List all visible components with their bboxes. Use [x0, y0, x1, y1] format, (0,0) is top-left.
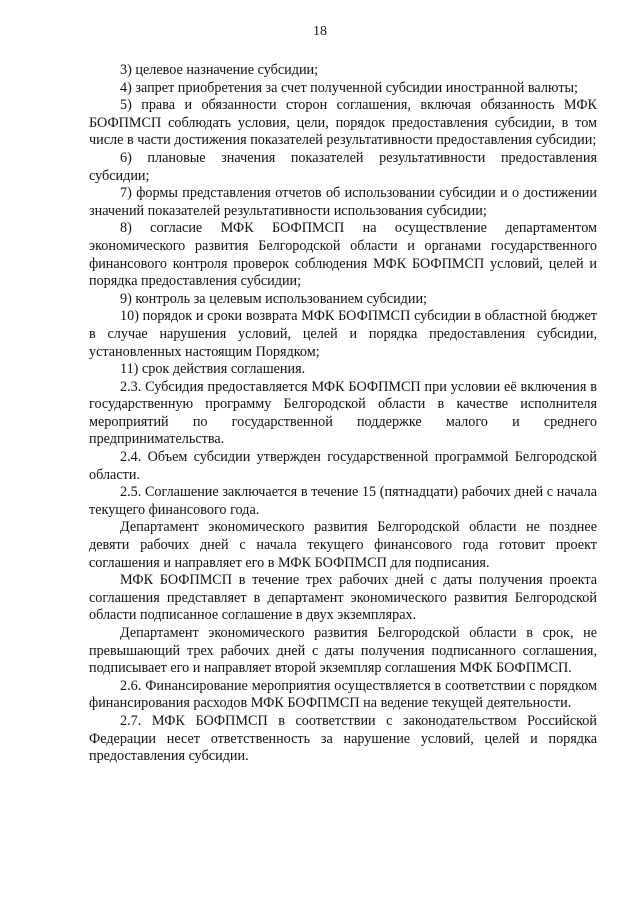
list-item-planned-values: 6) плановые значения показателей результативности предоставления субсидии; — [89, 149, 597, 184]
page-number: 18 — [313, 24, 327, 39]
clause-2-3: 2.3. Субсидия предоставляется МФК БОФПМСП при условии её включения в государственную программу Белгородской области в качестве исполнителя мероприятий по государственной поддержке малого и среднего предпринимательства. — [89, 378, 597, 448]
page-body — [89, 62, 597, 766]
list-item-rights-obligations: 5) права и обязанности сторон соглашения, включая обязанность МФК БОФПМСП соблюдать условия, цели, порядок предоставления субсидии, в том числе в части достижения показателей результативности предоставления субсидии; — [89, 97, 597, 149]
paragraph-department-return: Департамент экономического развития Белгородской области в срок, не превышающий трех рабочих дней с даты получения подписанного соглашения, подписывает его и направляет второй экземпляр соглашения МФК БОФПМСП. — [89, 625, 597, 677]
list-item-audit-consent: 8) согласие МФК БОФПМСП на осуществление департаментом экономического развития Белгородской области и органами государственного финансового контроля проверок соблюдения МФК БОФПМСП условий, целей и порядка предоставления субсидии; — [89, 220, 597, 290]
list-item-return-procedure: 10) порядок и сроки возврата МФК БОФПМСП субсидии в областной бюджет в случае нарушения условий, целей и порядка предоставления субсидии, установленных настоящим Порядком; — [89, 308, 597, 360]
clause-2-6: 2.6. Финансирование мероприятия осуществляется в соответствии с порядком финансирования расходов МФК БОФПМСП на ведение текущей деятельности. — [89, 677, 597, 712]
list-item-purpose: 3) целевое назначение субсидии; — [120, 62, 319, 78]
list-item-currency-ban: 4) запрет приобретения за счет полученной субсидии иностранной валюты; — [120, 79, 578, 96]
paragraph-department-draft: Департамент экономического развития Белгородской области не позднее девяти рабочих дней с начала текущего финансового года готовит проект соглашения и направляет его в МФК БОФПМСП для подписания. — [89, 519, 597, 571]
clause-2-4: 2.4. Объем субсидии утвержден государственной программой Белгородской области. — [89, 449, 597, 483]
paragraph-mfk-signing: МФК БОФПМСП в течение трех рабочих дней с даты получения проекта соглашения представляет в департамент экономического развития Белгородской области подписанное соглашение в двух экземплярах. — [89, 572, 597, 624]
list-item-report-forms: 7) формы представления отчетов об использовании субсидии и о достижении значений показателей результативности использования субсидии; — [89, 185, 597, 219]
list-item-term: 11) срок действия соглашения. — [120, 361, 306, 378]
list-item-control: 9) контроль за целевым использованием субсидии; — [120, 290, 428, 307]
clause-2-7: 2.7. МФК БОФПМСП в соответствии с законодательством Российской Федерации несет ответственность за нарушение условий, целей и порядка предоставления субсидии. — [89, 712, 597, 765]
clause-2-5: 2.5. Соглашение заключается в течение 15 (пятнадцати) рабочих дней с начала текущего финансового года. — [89, 484, 597, 518]
